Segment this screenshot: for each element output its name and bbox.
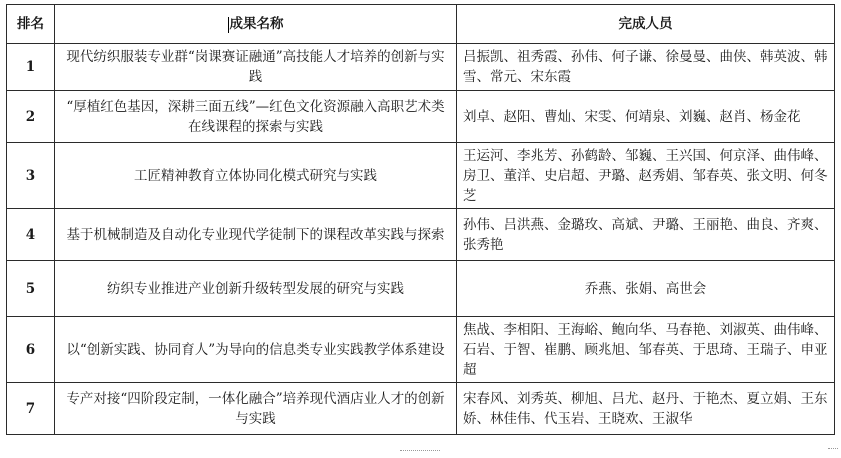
- table-row: [7, 261, 835, 317]
- members-cell: 焦战、李相阳、王海峪、鲍向华、马春艳、刘淑英、曲伟峰、石岩、于智、崔鹏、顾兆旭、邹春英、于思琦、王瑞子、申亚超: [457, 317, 835, 383]
- achievements-table: [6, 4, 835, 435]
- header-name-label: 成果名称: [229, 16, 284, 32]
- members-cell: 吕振凯、祖秀霞、孙伟、何子谦、徐曼曼、曲侠、韩英波、韩雪、常元、宋东霞: [457, 44, 835, 91]
- achievement-name-cell: 以“创新实践、协同育人”为导向的信息类专业实践教学体系建设: [55, 317, 457, 383]
- rank-cell: 3: [7, 143, 55, 209]
- achievement-name-cell: 基于机械制造及自动化专业现代学徒制下的课程改革实践与探索: [55, 209, 457, 261]
- header-row: [7, 5, 835, 44]
- achievement-name-cell: 工匠精神教育立体协同化模式研究与实践: [55, 143, 457, 209]
- table-row: [7, 91, 835, 143]
- members-cell: 刘卓、赵阳、曹灿、宋雯、何靖泉、刘巍、赵肖、杨金花: [457, 91, 835, 143]
- rank-cell: 6: [7, 317, 55, 383]
- rank-cell: 7: [7, 383, 55, 435]
- achievement-name-cell: 现代纺织服装专业群“岗课赛证融通”高技能人才培养的创新与实践: [55, 44, 457, 91]
- table-row: [7, 383, 835, 435]
- text-cursor: [228, 17, 229, 33]
- table-row: [7, 317, 835, 383]
- achievement-name-cell: 纺织专业推进产业创新升级转型发展的研究与实践: [55, 261, 457, 317]
- achievement-name-cell: 专产对接“四阶段定制，一体化融合”培养现代酒店业人才的创新与实践: [55, 383, 457, 435]
- members-cell: 王运河、李兆芳、孙鹤龄、邹巍、王兴国、何京泽、曲伟峰、房卫、董洋、史启超、尹璐、赵秀娟、邹春英、张文明、何冬芝: [457, 143, 835, 209]
- members-cell: 宋春风、刘秀英、柳旭、吕尤、赵丹、于艳杰、夏立娟、王东娇、林佳伟、代玉岩、王晓欢、王淑华: [457, 383, 835, 435]
- page-edge-marker: [828, 448, 838, 457]
- rank-cell: 5: [7, 261, 55, 317]
- table-row: [7, 209, 835, 261]
- members-cell: 孙伟、吕洪燕、金璐玫、高斌、尹璐、王丽艳、曲良、齐爽、张秀艳: [457, 209, 835, 261]
- table-row: [7, 44, 835, 91]
- page-edge-marker: [400, 450, 440, 457]
- header-name: [55, 5, 457, 44]
- rank-cell: 2: [7, 91, 55, 143]
- header-rank: 排名: [7, 5, 55, 44]
- rank-cell: 4: [7, 209, 55, 261]
- members-cell: 乔燕、张娟、高世会: [457, 261, 835, 317]
- achievement-name-cell: “厚植红色基因，深耕三面五线”—红色文化资源融入高职艺术类在线课程的探索与实践: [55, 91, 457, 143]
- header-people: 完成人员: [457, 5, 835, 44]
- rank-cell: 1: [7, 44, 55, 91]
- table-row: [7, 143, 835, 209]
